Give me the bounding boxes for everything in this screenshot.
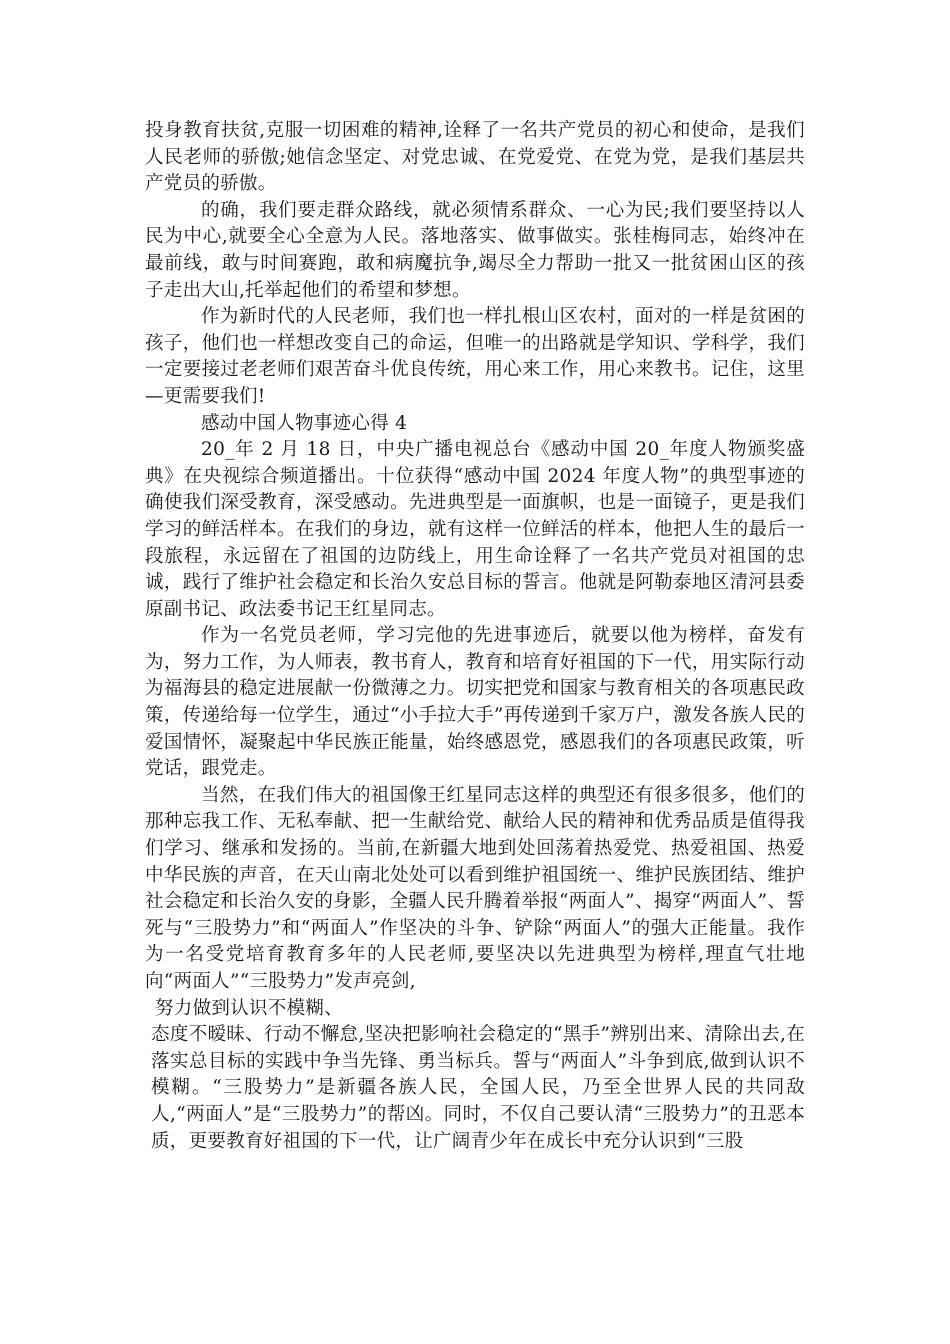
paragraph-5: 作为一名党员老师，学习完他的先进事迹后，就要以他为榜样，奋发有为，努力工作，为人师表，教书育人，教育和培育好祖国的下一代，用实际行动为福海县的稳定进展献一份微薄之力。切实把党和国家与教育相关的各项惠民政策，传递给每一位学生，通过“小手拉大手”再传递到千家万户，激发各族人民的爱国情怀，凝聚起中华民族正能量，始终感恩党，感恩我们的各项惠民政策，听党话，跟党走。 [145,625,805,780]
paragraph-6: 当然，在我们伟大的祖国像王红星同志这样的典型还有很多很多，他们的那种忘我工作、无私奉献、把一生献给党、献给人民的精神和优秀品质是值得我们学习、继承和发扬的。当前,在新疆大地到处回荡着热爱党、热爱祖国、热爱中华民族的声音，在天山南北处处可以看到维护祖国统一、维护民族团结、维护社会稳定和长治久安的身影，全疆人民升腾着举报“两面人”、揭穿“两面人”、誓死与“三股势力”和“两面人”作坚决的斗争、铲除“两面人”的强大正能量。我作为一名受党培育教育多年的人民老师,要坚决以先进典型为榜样,理直气壮地向“两面人”“三股势力”发声亮剑, [145,784,805,992]
paragraph-1: 投身教育扶贫,克服一切困难的精神,诠释了一名共产党员的初心和使命，是我们人民老师的骄傲;她信念坚定、对党忠诚、在党爱党、在党为党，是我们基层共产党员的骄傲。 [145,120,805,195]
paragraph-3: 作为新时代的人民老师，我们也一样扎根山区农村，面对的一样是贫困的孩子，他们也一样想改变自己的命运，但唯一的出路就是学知识、学科学，我们一定要接过老老师们艰苦奋斗优良传统，用心来工作，用心来教书。记住，这里—更需要我们! [145,306,805,407]
paragraph-7: 努力做到认识不模糊、 [155,997,344,1019]
paragraph-4: 20_年 2 月 18 日，中央广播电视总台《感动中国 20_年度人物颁奖盛典》在央视综合频道播出。十位获得“感动中国 2024 年度人物”的典型事迹的确使我们深受教育，深受感动。先进典型是一面旗帜，也是一面镜子，更是我们学习的鲜活样本。在我们的身边，就有这样一位鲜活的样本，他把人生的最后一段旅程，永远留在了祖国的边防线上，用生命诠释了一名共产党员对祖国的忠诚，践行了维护社会稳定和长治久安总目标的誓言。他就是阿勒泰地区清河县委原副书记、政法委书记王红星同志。 [145,439,805,620]
paragraph-8: 态度不暧昧、行动不懈怠,坚决把影响社会稳定的“黑手”辨别出来、清除出去,在落实总目标的实践中争当先锋、勇当标兵。誓与“两面人”斗争到底,做到认识不模糊。“三股势力”是新疆各族人民，全国人民，乃至全世界人民的共同敌人,“两面人”是“三股势力”的帮凶。同时，不仅自己要认清“三股势力”的丑恶本质，更要教育好祖国的下一代，让广阔青少年在成长中充分认识到“三股 [151,1024,805,1152]
document-body [145,118,805,1155]
section-heading: 感动中国人物事迹心得 4 [201,412,408,434]
paragraph-2: 的确，我们要走群众路线，就必须情系群众、一心为民;我们要坚持以人民为中心,就要全心全意为人民。落地落实、做事做实。张桂梅同志，始终冲在最前线，敢与时间赛跑，敢和病魔抗争,竭尽全力帮助一批又一批贫困山区的孩子走出大山,托举起他们的希望和梦想。 [145,199,805,301]
